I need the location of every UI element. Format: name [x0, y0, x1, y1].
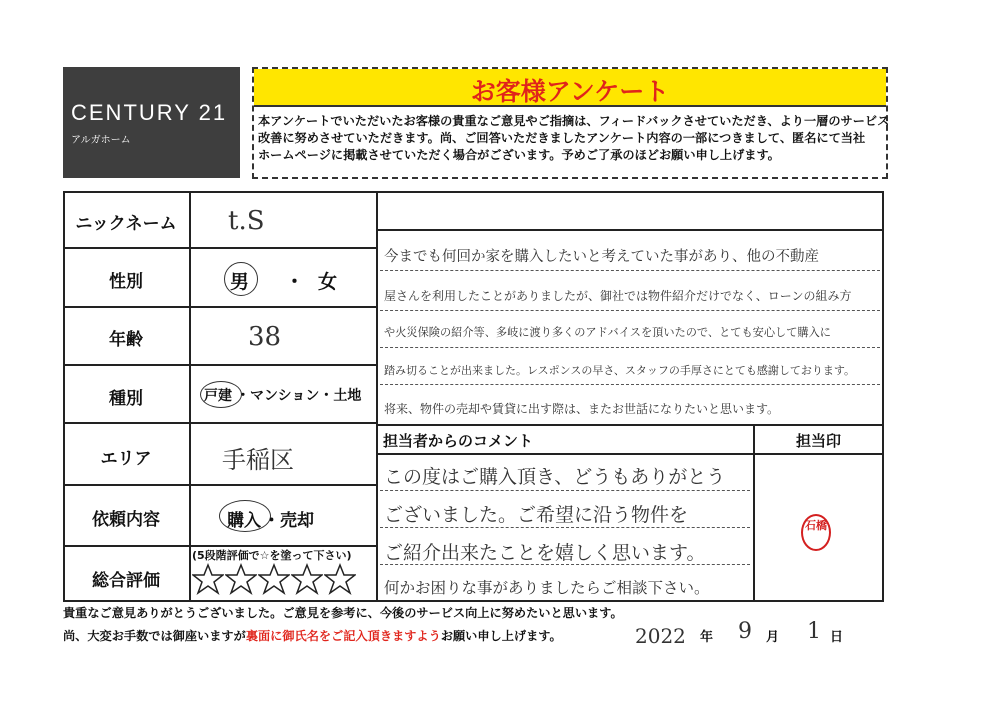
- column-divider: [376, 191, 378, 602]
- staff-stamp-heading: 担当印: [795, 432, 841, 450]
- age-label: 年齢: [109, 330, 143, 350]
- staff-seal-stamp: 石橋: [801, 514, 831, 551]
- star-icon[interactable]: [291, 563, 323, 595]
- logo-brand: CENTURY 21: [71, 100, 228, 125]
- staff-comment-line: ご紹介出来たことを嬉しく思います。: [384, 542, 706, 564]
- staff-comment-line: 何かお困りな事がありましたらご相談下さい。: [384, 579, 710, 597]
- gender-male: 男: [230, 271, 250, 293]
- date-month: 9: [738, 619, 752, 644]
- intro-line: 本アンケートでいただいたお客様の貴重なご意見やご指摘は、フィードバックさせていただき、より一層のサービス: [258, 114, 890, 128]
- request-options: [215, 500, 365, 534]
- ruled-line: [380, 384, 880, 386]
- star-icon[interactable]: [324, 563, 356, 595]
- customer-comment-line: 屋さんを利用したことがありましたが、御社では物件紹介だけでなく、ローンの組み方: [384, 289, 852, 303]
- intro-line: 改善に努めさせていただきます。尚、ご回答いただきましたアンケート内容の一部につきまして、匿名にて当社: [258, 131, 866, 145]
- ruled-line: [380, 270, 880, 272]
- request-buy: 購入: [227, 511, 261, 531]
- footer-request-highlight: 裏面に御氏名をご記入頂きますよう: [245, 629, 441, 643]
- survey-intro: [258, 113, 888, 164]
- row-divider: [63, 247, 377, 249]
- customer-comment-line: 踏み切ることが出来ました。レスポンスの早さ、スタッフの手厚さにとても感謝しております。: [384, 364, 856, 377]
- age-value: 38: [248, 322, 282, 352]
- date-year-unit: 年: [700, 630, 714, 645]
- row-divider: [63, 364, 377, 366]
- row-divider: [63, 484, 377, 486]
- ruled-line: [380, 347, 880, 349]
- type-options: [195, 380, 375, 410]
- area-value: 手稲区: [222, 446, 294, 474]
- footer-thanks: 貴重なご意見ありがとうございました。ご意見を参考に、今後のサービス向上に努めたいと思います。: [63, 606, 623, 620]
- gender-female: 女: [318, 271, 338, 293]
- rating-note: (5段階評価で☆を塗って下さい): [192, 549, 352, 562]
- ruled-line: [380, 310, 880, 312]
- customer-comment-line: 今までも何回か家を購入したいと考えていた事があり、他の不動産: [384, 249, 819, 265]
- nickname-label: ニックネーム: [75, 214, 177, 234]
- intro-line: ホームページに掲載させていただく場合がございます。予めご了承のほどお願い申し上げます。: [258, 148, 780, 162]
- column-divider: [189, 191, 191, 602]
- century21-logo: [63, 67, 240, 178]
- star-icon[interactable]: [225, 563, 257, 595]
- date-month-unit: 月: [766, 630, 780, 645]
- star-icon[interactable]: [258, 563, 290, 595]
- request-sell: ・売却: [263, 511, 314, 531]
- logo-subtitle: アルガホーム: [71, 135, 131, 146]
- date-day-unit: 日: [830, 630, 844, 645]
- customer-comment-line: 将来、物件の売却や賃貸に出す際は、またお世話になりたいと思います。: [384, 402, 780, 416]
- footer-request-part: お願い申し上げます。: [440, 629, 562, 643]
- customer-comment-line: や火災保険の紹介等、多岐に渡り多くのアドバイスを頂いたので、とても安心して購入に: [384, 326, 831, 339]
- ruled-line: [380, 490, 750, 492]
- gender-separator: ・: [285, 271, 305, 293]
- row-divider: [63, 422, 377, 424]
- type-others: ・マンション・土地: [236, 388, 362, 404]
- gender-label: 性別: [109, 272, 143, 292]
- footer-request-part: 尚、大変お手数では御座いますが: [63, 629, 246, 643]
- staff-comment-line: ございました。ご希望に沿う物件を: [384, 504, 689, 526]
- footer-request: [63, 627, 562, 644]
- survey-title: お客様アンケート: [470, 77, 670, 106]
- nickname-value: t.S: [228, 206, 265, 236]
- date-day: 1: [807, 619, 821, 644]
- staff-comment-line: この度はご購入頂き、どうもありがとう: [384, 466, 726, 488]
- ruled-line: [380, 527, 750, 529]
- area-label: エリア: [100, 449, 152, 469]
- staff-comment-heading: 担当者からのコメント: [383, 432, 534, 450]
- type-house: 戸建: [204, 388, 232, 404]
- staff-section-divider: [376, 424, 884, 426]
- rating-label: 総合評価: [92, 571, 160, 591]
- comment-top-divider: [376, 229, 884, 231]
- request-label: 依頼内容: [92, 510, 160, 530]
- survey-title-bar: [254, 69, 886, 107]
- gender-options: [210, 262, 370, 296]
- type-label: 種別: [109, 389, 143, 409]
- rating-stars: [192, 563, 374, 599]
- staff-heading-divider: [376, 453, 884, 455]
- row-divider: [63, 306, 377, 308]
- date-year: 2022: [635, 624, 686, 648]
- star-icon[interactable]: [192, 563, 224, 595]
